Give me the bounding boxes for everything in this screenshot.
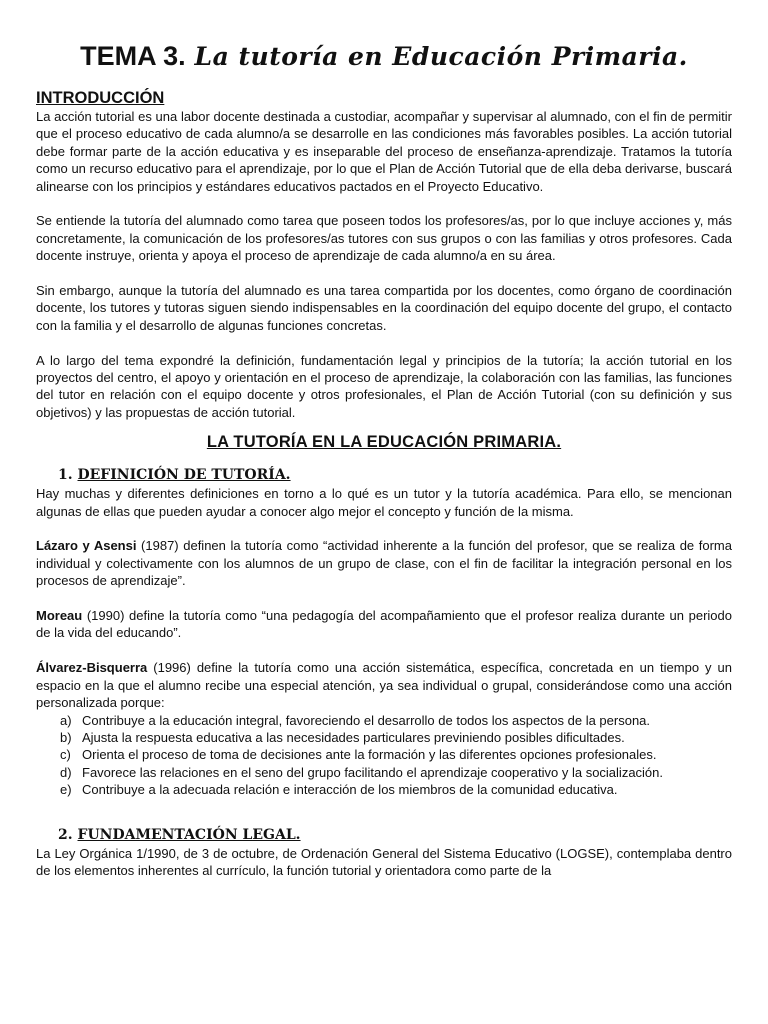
list-text: Contribuye a la educación integral, favoreciendo el desarrollo de todos los aspectos de la persona. <box>82 712 651 728</box>
intro-paragraph-3: Sin embargo, aunque la tutoría del alumnado es una tarea compartida por los docentes, como órgano de coordinación docente, los tutores y tutoras siguen siendo indispensables en la coordinación del equipo docente del grupo, el contacto con la familia y el desarrollo de algunas funciones concretas. <box>36 283 732 333</box>
list-text: Favorece las relaciones en el seno del grupo facilitando el aprendizaje cooperativo y la socialización. <box>82 764 664 780</box>
author-moreau: Moreau <box>36 608 83 624</box>
section-2-label: FUNDAMENTACIÓN LEGAL. <box>77 826 301 843</box>
section-2-number: 2. <box>58 826 73 843</box>
list-text: Contribuye a la adecuada relación e interacción de los miembros de la comunidad educativa. <box>82 782 618 798</box>
list-marker: c) <box>60 747 71 763</box>
reasons-list <box>36 712 732 799</box>
section-1-intro: Hay muchas y diferentes definiciones en torno a lo qué es un tutor y la tutoría académica. Para ello, se mencionan algunas de ellas que pueden ayudar a conocer algo mejor el concepto y función de la misma. <box>36 486 732 519</box>
intro-heading: INTRODUCCIÓN <box>36 89 165 107</box>
definition-moreau <box>36 607 732 642</box>
page-title <box>36 0 732 76</box>
list-item <box>60 764 732 781</box>
section-2-heading <box>36 825 732 845</box>
list-marker: d) <box>60 764 72 780</box>
definition-lazaro-text: (1987) definen la tutoría como “actividad inherente a la función del profesor, que se realiza de forma individual y colectivamente con los alumnos de un grupo de clase, con el fin de facilitar la integración personal en los procesos de aprendizaje”. <box>36 538 732 589</box>
definition-alvarez-text: (1996) define la tutoría como una acción sistemática, específica, concretada en un tiempo y un espacio en la que el alumno recibe una especial atención, ya sea individual o grupal, considerándose como una acción personalizada porque: <box>36 660 732 711</box>
list-item <box>60 712 732 729</box>
author-lazaro: Lázaro y Asensi <box>36 538 137 554</box>
section-2-text: La Ley Orgánica 1/1990, de 3 de octubre, de Ordenación General del Sistema Educativo (LOGSE), contemplaba dentro de los elementos inherentes al currículo, la función tutorial y orientadora como parte de la <box>36 845 732 878</box>
section-1-heading <box>36 465 732 485</box>
list-marker: e) <box>60 782 72 798</box>
definition-alvarez <box>36 659 732 711</box>
list-text: Orienta el proceso de toma de decisiones ante la formación y las diferentes opciones profesionales. <box>82 747 657 763</box>
list-marker: a) <box>60 712 72 728</box>
title-prefix: TEMA 3. <box>80 41 186 71</box>
list-item <box>60 729 732 746</box>
definition-moreau-text: (1990) define la tutoría como “una pedagogía del acompañamiento que el profesor realiza durante un periodo de la vida del educando”. <box>36 608 732 641</box>
author-alvarez: Álvarez-Bisquerra <box>36 660 148 676</box>
title-script: La tutoría en Educación Primaria. <box>194 42 688 71</box>
intro-paragraph-4: A lo largo del tema expondré la definición, fundamentación legal y principios de la tutoría; la acción tutorial en los proyectos del centro, el apoyo y orientación en el proceso de aprendizaje, la colaboración con las familias, las funciones del tutor en relación con el equipo docente y otros profesionales, el Plan de Acción Tutorial (con su definición y sus objetivos) y las propuestas de acción tutorial. <box>36 352 732 420</box>
list-text: Ajusta la respuesta educativa a las necesidades particulares previniendo posibles dificultades. <box>82 729 625 745</box>
list-item <box>60 781 732 798</box>
main-heading: LA TUTORÍA EN LA EDUCACIÓN PRIMARIA. <box>206 433 562 452</box>
list-item <box>60 746 732 763</box>
definition-lazaro <box>36 537 732 589</box>
list-marker: b) <box>60 729 72 745</box>
intro-paragraph-2: Se entiende la tutoría del alumnado como tarea que poseen todos los profesores/as, por lo que incluye acciones y, más concretamente, la comunicación de los profesores/as tutores con sus grupos o con las familias y otros profesores. Cada docente instruye, orienta y apoya el proceso de aprendizaje de cada alumno/a en su área. <box>36 213 732 264</box>
section-1-number: 1. <box>58 467 73 484</box>
intro-paragraph-1: La acción tutorial es una labor docente destinada a custodiar, acompañar y supervisar al alumnado, con el fin de permitir que el proceso educativo de cada alumno/a se desarrolle en las condiciones más favorables posibles. La acción tutorial debe formar parte de la acción educativa y es inseparable del proceso de enseñanza-aprendizaje. Tratamos la tutoría como un recurso educativo para el aprendizaje, por lo que el Plan de Acción Tutorial que de ella deba derivarse, buscará alinearse con los principios y estándares educativos pactados en el Proyecto Educativo. <box>36 109 732 194</box>
section-1-label: DEFINICIÓN DE TUTORÍA. <box>77 467 291 484</box>
